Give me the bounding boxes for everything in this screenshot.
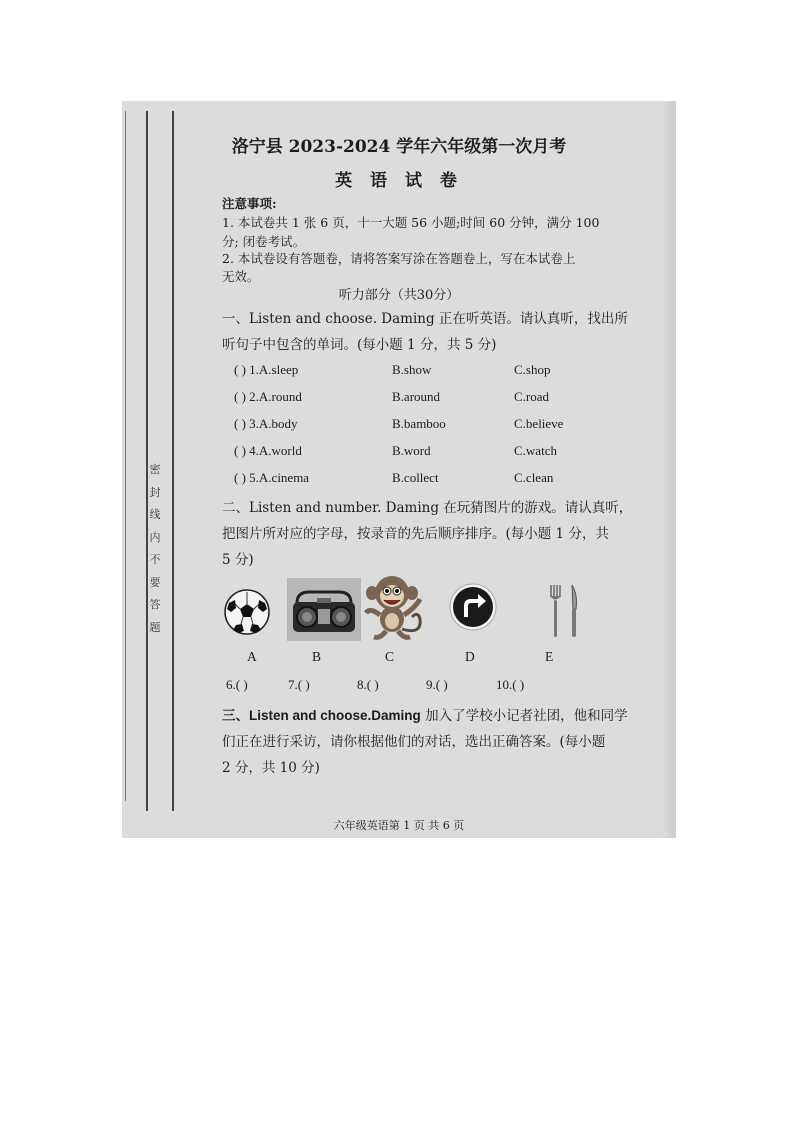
seal-char: 线: [149, 508, 161, 521]
q4-c: C.watch: [514, 443, 557, 458]
q2-b: B.around: [392, 389, 441, 404]
section2-instruction: 二、Listen and number. Daming 在玩猜图片的游戏。请认真听，: [222, 500, 633, 516]
q3-b: B.bamboo: [392, 416, 446, 431]
monkey-icon: [362, 573, 428, 643]
seal-char: 要: [149, 575, 161, 589]
notice-line: 无效。: [222, 269, 260, 284]
football-icon: [223, 587, 271, 637]
section1-instruction: 一、Listen and choose. Daming 正在听英语。请认真听，找出所: [222, 311, 628, 327]
listening-header: 听力部分（共30分）: [338, 288, 460, 303]
radio-icon: [287, 578, 361, 641]
exam-sheet: [122, 101, 676, 838]
answer-blank: 6.( ): [226, 677, 248, 692]
q5-a: ( ) 5.A.cinema: [234, 470, 310, 485]
q2-c: C.road: [514, 389, 550, 404]
seal-char: 题: [149, 620, 161, 634]
q4-a: ( ) 4.A.world: [234, 443, 302, 458]
section2-instruction: 5 分): [222, 552, 254, 568]
q5-c: C.clean: [514, 470, 554, 485]
q5-b: B.collect: [392, 470, 439, 485]
section3-heading: 三、Listen and choose.Daming: [222, 708, 421, 723]
notice-line: 1. 本试卷共 1 张 6 页，十一大题 56 小题;时间 60 分钟，满分 100: [222, 215, 600, 230]
q3-a: ( ) 3.A.body: [234, 416, 298, 431]
answer-blank: 8.( ): [357, 677, 379, 692]
picture-label: E: [545, 649, 554, 664]
exam-subtitle: 英 语 试 卷: [335, 171, 463, 191]
seal-char: 密: [149, 463, 161, 476]
seal-char: 不: [149, 553, 161, 566]
answer-blank: 7.( ): [288, 677, 310, 692]
q3-c: C.believe: [514, 416, 564, 431]
seal-char: 内: [149, 530, 161, 544]
section2-instruction: 把图片所对应的字母，按录音的先后顺序排序。(每小题 1 分，共: [222, 526, 609, 542]
exam-title: 洛宁县 2023-2024 学年六年级第一次月考: [231, 137, 567, 157]
picture-label: B: [312, 649, 322, 664]
section3-instruction: 2 分，共 10 分): [222, 760, 320, 776]
q1-b: B.show: [392, 362, 432, 377]
q2-a: ( ) 2.A.round: [234, 389, 302, 404]
fork-knife-icon: [542, 583, 586, 639]
notice-heading: 注意事项:: [222, 196, 277, 211]
margin-line-inner: [172, 111, 174, 811]
answer-blank: 10.( ): [496, 677, 525, 692]
turn-right-sign-icon: [449, 583, 497, 631]
margin-line-outer: [125, 111, 126, 801]
section3-instruction: 们正在进行采访，请你根据他们的对话，选出正确答案。(每小题: [222, 734, 606, 750]
picture-label: A: [247, 649, 257, 664]
q1-c: C.shop: [514, 362, 551, 377]
seal-char: 答: [149, 598, 161, 611]
page-shadow: [662, 101, 676, 838]
page-footer: 六年级英语第 1 页 共 6 页: [333, 819, 465, 832]
q1-a: ( ) 1.A.sleep: [234, 362, 299, 377]
section3-instruction: [222, 704, 628, 724]
q4-b: B.word: [392, 443, 431, 458]
picture-label: C: [385, 649, 395, 664]
section1-instruction: 听句子中包含的单词。(每小题 1 分，共 5 分): [222, 337, 497, 353]
answer-blank: 9.( ): [426, 677, 448, 692]
notice-line: 分; 闭卷考试。: [222, 234, 306, 249]
seal-line-text: [148, 459, 162, 639]
section3-text: 加入了学校小记者社团，他和同学: [420, 708, 628, 724]
notice-line: 2. 本试卷设有答题卷，请将答案写涂在答题卷上，写在本试卷上: [222, 251, 576, 266]
picture-label: D: [465, 649, 475, 664]
seal-char: 封: [149, 485, 161, 499]
